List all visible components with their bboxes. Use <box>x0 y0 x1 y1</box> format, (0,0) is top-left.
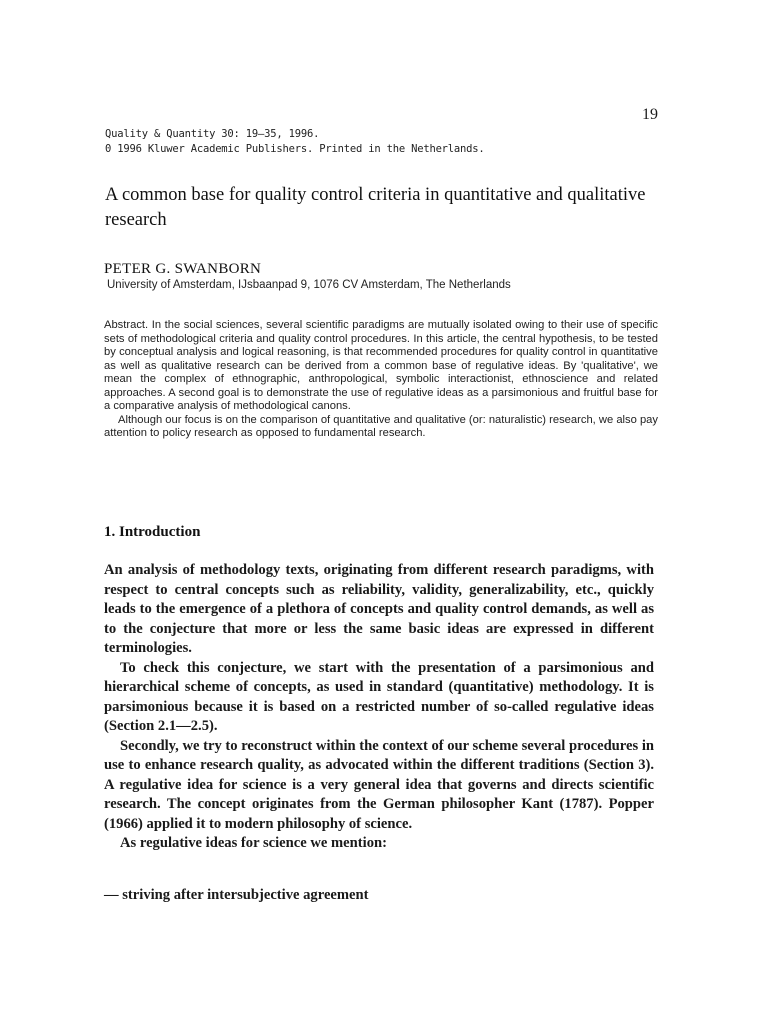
body-paragraph: An analysis of methodology texts, originating from different research paradigms, with respect to central concepts such as reliability, validity, generalizability, etc., quickly leads to the emergence of a plethora of concepts and quality control demands, as well as to the conjecture that more or less the same basic ideas are expressed in different terminologies. <box>104 562 654 656</box>
abstract-paragraph: Although our focus is on the comparison of quantitative and qualitative (or: naturalistic) research, we also pay attention to policy research as opposed to fundamental research. <box>104 413 658 439</box>
author-affiliation: University of Amsterdam, IJsbaanpad 9, 1076 CV Amsterdam, The Netherlands <box>107 279 511 291</box>
abstract-paragraph: Abstract. In the social sciences, several scientific paradigms are mutually isolated owing to their use of specific sets of methodological criteria and quality control procedures. In this article, the central hypothesis, to be tested by conceptual analysis and logical reasoning, is that recommended procedures for quality control in quantitative as well as qualitative research can be derived from a common base of regulative ideas. By 'qualitative', we mean the complex of ethnographic, anthropological, symbolic interactionist, ethnoscience and related approaches. A second goal is to demonstrate the use of regulative ideas as a parsimonious and fruitful base for a comparative analysis of methodological canons. <box>104 319 658 412</box>
abstract <box>104 319 658 441</box>
body-paragraph: As regulative ideas for science we mention: <box>120 835 387 851</box>
journal-citation: Quality & Quantity 30: 19—35, 1996. <box>105 128 320 140</box>
body-paragraph: Secondly, we try to reconstruct within the context of our scheme several procedures in use to enhance research quality, as advocated within the different traditions (Section 3). A regulative idea for science is a very general idea that governs and directs scientific research. The concept originates from the German philosopher Kant (1787). Popper (1966) applied it to modern philosophy of science. <box>104 737 654 832</box>
section-heading: 1. Introduction <box>104 524 201 540</box>
body-paragraph: To check this conjecture, we start with the presentation of a parsimonious and hierarchical scheme of concepts, as used in standard (quantitative) methodology. It is parsimonious because it is based on a restricted number of so-called regulative ideas (Section 2.1—2.5). <box>104 659 654 734</box>
copyright-notice: 0 1996 Kluwer Academic Publishers. Printed in the Netherlands. <box>105 143 485 155</box>
list-item: — striving after intersubjective agreement <box>104 887 369 903</box>
article-title: A common base for quality control criteria in quantitative and qualitative research <box>105 185 646 230</box>
section-body <box>104 561 654 854</box>
author-name: PETER G. SWANBORN <box>104 261 262 277</box>
page-number: 19 <box>642 106 658 123</box>
